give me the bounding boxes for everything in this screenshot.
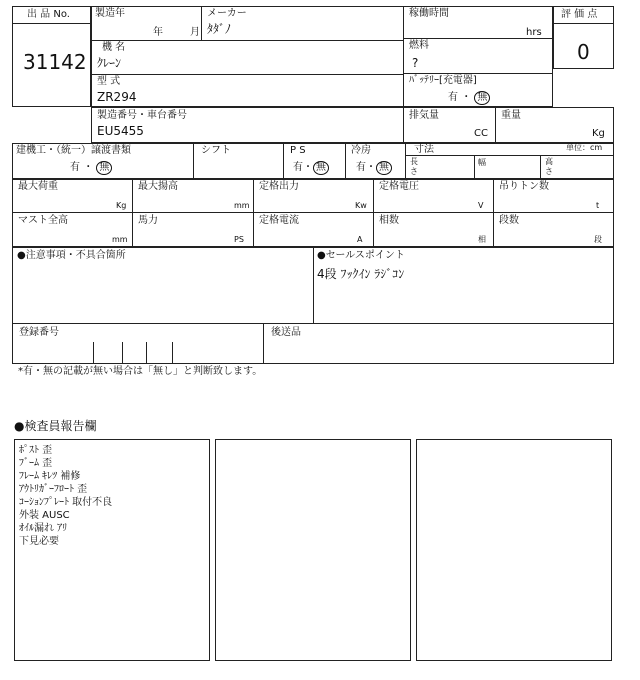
maker-label: メーカー bbox=[207, 8, 247, 19]
phase-unit: 相 bbox=[478, 235, 486, 244]
lift-ton-label: 吊りトン数 bbox=[499, 181, 549, 192]
inspector-notes: ﾎﾟｽﾄ 歪 ﾌﾞｰﾑ 歪 ﾌﾚｰﾑ ｷﾚﾂ 補修 ｱｳﾄﾘｶﾞｰﾌﾛｰﾄ 歪 ｺｰｼｮﾝﾌﾟﾚｰﾄ 取付不良 外装 AUSC ｵｲﾙ漏れ ｱﾘ 下見必要 bbox=[19, 445, 113, 547]
mast-height-label: マスト全高 bbox=[18, 215, 68, 226]
fuel-label: 燃料 bbox=[409, 40, 429, 51]
transfer-docs-choice: 有 ・ 無 bbox=[70, 161, 112, 175]
rated-current-label: 定格電流 bbox=[259, 215, 299, 226]
shipping-label: 後送品 bbox=[271, 327, 301, 338]
fuel-value: ? bbox=[412, 56, 419, 70]
ps-label: P S bbox=[290, 145, 306, 156]
dimensions-label: 寸法 bbox=[414, 144, 434, 155]
battery-label: ﾊﾞｯﾃﾘｰ[充電器] bbox=[409, 75, 477, 86]
mast-height-unit: mm bbox=[112, 235, 128, 244]
ac-choice: 有・ 無 bbox=[356, 161, 392, 175]
hours-unit: hrs bbox=[526, 27, 542, 38]
battery-choice: 有 ・ 無 bbox=[448, 91, 490, 105]
hours-label: 稼働時間 bbox=[409, 8, 449, 19]
steps-label: 段数 bbox=[499, 215, 519, 226]
machine-name: ｸﾚｰﾝ bbox=[97, 56, 122, 70]
rated-output-unit: Kw bbox=[355, 201, 367, 210]
rated-current-unit: A bbox=[357, 235, 363, 244]
horsepower-label: 馬力 bbox=[138, 215, 158, 226]
machine-name-label: 機 名 bbox=[102, 42, 126, 53]
lift-ton-unit: t bbox=[596, 201, 600, 210]
maker-value: ﾀﾀﾞﾉ bbox=[207, 22, 232, 36]
rated-output-label: 定格出力 bbox=[259, 181, 299, 192]
transfer-circled-no: 無 bbox=[96, 161, 112, 175]
caution-label: ●注意事項・不具合箇所 bbox=[17, 250, 126, 261]
weight-label: 重量 bbox=[501, 110, 521, 121]
max-lift-unit: mm bbox=[234, 201, 250, 210]
year-unit: 年 bbox=[153, 27, 163, 38]
ac-label: 冷房 bbox=[351, 145, 371, 156]
rated-voltage-label: 定格電圧 bbox=[379, 181, 419, 192]
width-label: 幅 bbox=[478, 158, 486, 167]
max-load-unit: Kg bbox=[116, 201, 127, 210]
ac-circled-no: 無 bbox=[376, 161, 392, 175]
serial-label: 製造番号・車台番号 bbox=[97, 110, 187, 121]
transfer-docs-label: 建機工・（統一）譲渡書類 bbox=[16, 145, 131, 156]
registration-label: 登録番号 bbox=[19, 327, 59, 338]
ps-circled-no: 無 bbox=[313, 161, 329, 175]
rating-value: 0 bbox=[577, 40, 590, 64]
month-unit: 月 bbox=[190, 27, 200, 38]
model-label: 型 式 bbox=[97, 76, 121, 87]
weight-unit: Kg bbox=[592, 128, 605, 139]
horsepower-unit: PS bbox=[234, 235, 244, 244]
lot-number: 31142 bbox=[23, 50, 87, 74]
ps-choice: 有・ 無 bbox=[293, 161, 329, 175]
inspector-panel-3 bbox=[416, 439, 612, 661]
dimensions-unit: 単位：cm bbox=[566, 143, 603, 152]
max-lift-label: 最大揚高 bbox=[138, 181, 178, 192]
sales-point-text: 4段 ﾌｯｸｲﾝ ﾗｼﾞｺﾝ bbox=[317, 267, 405, 281]
inspector-title: ●検査員報告欄 bbox=[14, 419, 97, 433]
rated-voltage-unit: V bbox=[478, 201, 484, 210]
height-label: 高 さ bbox=[545, 157, 553, 176]
sales-point-label: ●セールスポイント bbox=[317, 250, 405, 261]
length-label: 長 さ bbox=[410, 157, 418, 176]
battery-circled-no: 無 bbox=[474, 91, 490, 105]
lot-number-label: 出 品 No. bbox=[27, 9, 70, 20]
serial-value: EU5455 bbox=[97, 124, 144, 138]
footnote: *有・無の記載が無い場合は「無し」と判断致します。 bbox=[18, 366, 263, 377]
year-label: 製造年 bbox=[95, 8, 125, 19]
model-value: ZR294 bbox=[97, 90, 137, 104]
inspector-panel-2 bbox=[215, 439, 411, 661]
displacement-label: 排気量 bbox=[409, 110, 439, 121]
rating-label: 評 価 点 bbox=[561, 9, 598, 20]
max-load-label: 最大荷重 bbox=[18, 181, 58, 192]
steps-unit: 段 bbox=[594, 235, 602, 244]
displacement-unit: CC bbox=[474, 128, 488, 139]
phase-label: 相数 bbox=[379, 215, 399, 226]
shift-label: シフト bbox=[201, 145, 231, 156]
